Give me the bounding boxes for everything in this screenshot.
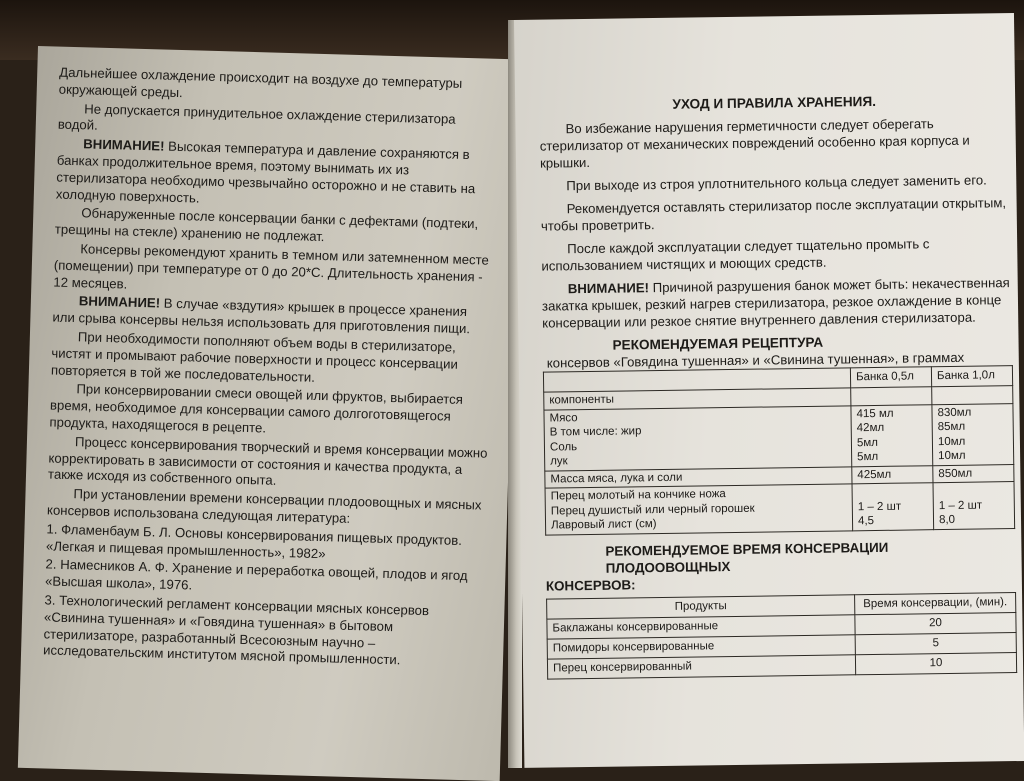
- recipe-cell-line: компоненты: [549, 393, 615, 407]
- recipe-cell: [932, 386, 1013, 405]
- recipe-cell-line: 5мл: [857, 450, 879, 464]
- recipe-cell-line: 10мл: [938, 449, 966, 463]
- paragraph-text: При необходимости пополняют объем воды в стерилизаторе, чистят и промывают рабочие поверхности и процесс консервации повторяется в той же последовательности.: [50, 329, 459, 385]
- recipe-header-cell: Банка 1,0л: [931, 366, 1012, 387]
- time-minutes: 5: [855, 632, 1016, 654]
- time-header-cell: Время консервации, (мин).: [855, 592, 1016, 614]
- recipe-cell-line: [856, 388, 926, 403]
- paragraph-text: Процесс консервирования творческий и время консервации можно корректировать в зависимости от состояния и качества продукта, а также исходя из собственного опыта.: [47, 433, 488, 489]
- time-title-line1: РЕКОМЕНДУЕМОЕ ВРЕМЯ КОНСЕРВАЦИИ ПЛОДООВОЩНЫХ: [605, 539, 889, 576]
- recipe-cell: [852, 483, 934, 531]
- paragraph-text: Дальнейшее охлаждение происходит на воздухе до температуры окружающей среды.: [58, 64, 463, 100]
- recipe-cell-line: [858, 484, 928, 499]
- recipe-cell: [933, 464, 1014, 483]
- time-minutes: 10: [855, 652, 1016, 674]
- right-page-text: [539, 91, 1017, 679]
- care-paragraph: После каждой эксплуатации следует тщательно промыть с использованием чистящих и моющих средств.: [541, 236, 930, 274]
- recipe-cell-line: Перец молотый на кончике ножа: [550, 488, 726, 503]
- paragraph-text: В случае «вздутия» крышек в процессе хранения или срыва консервы нельзя использовать для приготовления пищи.: [52, 295, 471, 337]
- time-minutes: 20: [855, 612, 1016, 634]
- recipe-cell-line: лук: [550, 455, 568, 468]
- care-paragraphs: [539, 114, 1011, 275]
- care-paragraph: Рекомендуется оставлять стерилизатор после эксплуатации открытым, чтобы проветрить.: [540, 195, 1007, 234]
- recipe-header-cell: Банка 0,5л: [850, 367, 931, 388]
- paragraph-text: Не допускается принудительное охлаждение стерилизатора водой.: [57, 100, 456, 134]
- recipe-subtitle: консервов «Говядина тушенная» и «Свинина тушенная», в граммах: [546, 349, 965, 371]
- warning-paragraph: [542, 274, 1013, 332]
- warning-label: ВНИМАНИЕ!: [567, 280, 650, 297]
- recipe-cell-line: 42мл: [856, 421, 885, 435]
- paragraph-text: Высокая температура и давление сохраняются в банках продолжительное время, поэтому вынимать их из стерилизатора необходимо чрезвычайно осторожно и не ставить на холодную поверхность.: [55, 138, 476, 206]
- warning-label: ВНИМАНИЕ!: [78, 293, 161, 311]
- left-paragraph: [43, 592, 485, 671]
- recipe-cell: [545, 484, 853, 535]
- paragraph-text: Консервы рекомендуют хранить в темном или затемненном месте (помещении) при температуре от 0 до 20*С. Длительность хранения - 12 месяцев.: [53, 241, 490, 292]
- recipe-cell-line: 850мл: [938, 467, 973, 480]
- recipe-cell-line: 5мл: [856, 436, 879, 449]
- time-product: Помидоры консервированные: [547, 634, 855, 658]
- recipe-cell-line: 830мл: [937, 406, 972, 419]
- paragraph-text: 1. Фламенбаум Б. Л. Основы консервирования пищевых продуктов. «Легкая и пищевая промышленность», 1982»: [45, 521, 463, 561]
- recipe-title: РЕКОМЕНДУЕМАЯ РЕЦЕПТУРА: [612, 334, 824, 353]
- recipe-cell: [932, 403, 1014, 465]
- recipe-cell-line: 425мл: [857, 468, 892, 481]
- recipe-cell-line: 415 мл: [856, 407, 894, 420]
- recipe-cell: [544, 405, 852, 470]
- right-page: [514, 13, 1024, 768]
- paragraph-text: 2. Намесников А. Ф. Хранение и переработка овощей, плодов и ягод «Высшая школа», 1976.: [44, 556, 468, 593]
- recipe-cell-line: [939, 483, 1009, 498]
- time-product: Перец консервированный: [547, 654, 855, 678]
- left-page-text: [43, 65, 500, 674]
- care-paragraph: При выходе из строя уплотнительного кольца следует заменить его.: [566, 172, 987, 194]
- recipe-cell-line: Соль: [549, 440, 578, 454]
- recipe-row: [545, 482, 1015, 535]
- warning-label: ВНИМАНИЕ!: [83, 136, 165, 154]
- recipe-cell: [933, 482, 1015, 530]
- time-header-cell: Продукты: [547, 594, 855, 618]
- recipe-cell: [851, 404, 933, 466]
- recipe-cell-line: В том числе: жир: [549, 425, 642, 439]
- recipe-cell-line: 4,5: [857, 515, 875, 528]
- recipe-cell: [851, 387, 932, 406]
- recipe-cell-line: [937, 387, 1007, 402]
- care-paragraph: Во избежание нарушения герметичности следует оберегать стерилизатор от механических повреждений особенно края корпуса и крышки.: [539, 116, 970, 171]
- time-table: [546, 592, 1017, 680]
- recipe-cell-line: 1 – 2 шт: [857, 500, 902, 513]
- left-paragraph: [56, 136, 498, 215]
- paragraph-text: 3. Технологический регламент консервации мясных консервов «Свинина тушенная» и «Говядина тушенная» в бытовом стерилизаторе, разработанный Всесоюзным научно – исследовательским институтом мясной промышленности.: [42, 592, 430, 668]
- recipe-cell-line: 8,0: [938, 513, 956, 527]
- care-title: УХОД И ПРАВИЛА ХРАНЕНИЯ.: [672, 93, 877, 112]
- recipe-row: [544, 403, 1014, 471]
- warning-text: Причиной разрушения банок может быть: некачественная закатка крышек, резкий нагрев стерилизатора, резкое охлаждение в конце консервации или резкое снятие внутреннего давления стерилизатора.: [541, 275, 1010, 331]
- recipe-cell-line: 1 – 2 шт: [938, 499, 983, 512]
- paragraph-text: При установлении времени консервации плодоовощных и мясных консервов использована следующая литература:: [46, 486, 482, 526]
- recipe-table: [543, 365, 1015, 535]
- paragraph-text: При консервировании смеси овощей или фруктов, выбирается время, необходимое для консервации самого долгоготовящегося продукта, находящегося в рецепте.: [49, 381, 464, 436]
- recipe-cell-line: Масса мяса, лука и соли: [550, 471, 683, 486]
- recipe-cell-line: Лавровый лист (см): [550, 518, 657, 532]
- paragraph-text: Обнаруженные после консервации банки с дефектами (подтеки, трещины на стекле) хранению не подлежат.: [54, 205, 479, 245]
- recipe-cell-line: 85мл: [937, 420, 966, 434]
- time-product: Баклажаны консервированные: [547, 614, 855, 638]
- recipe-cell: [852, 465, 933, 484]
- recipe-cell-line: Перец душистый или черный горошек: [550, 502, 755, 518]
- left-page: [18, 46, 520, 781]
- recipe-cell-line: Мясо: [549, 411, 578, 425]
- recipe-cell-line: 10мл: [937, 435, 966, 448]
- time-title-line2: КОНСЕРВОВ:: [545, 576, 636, 594]
